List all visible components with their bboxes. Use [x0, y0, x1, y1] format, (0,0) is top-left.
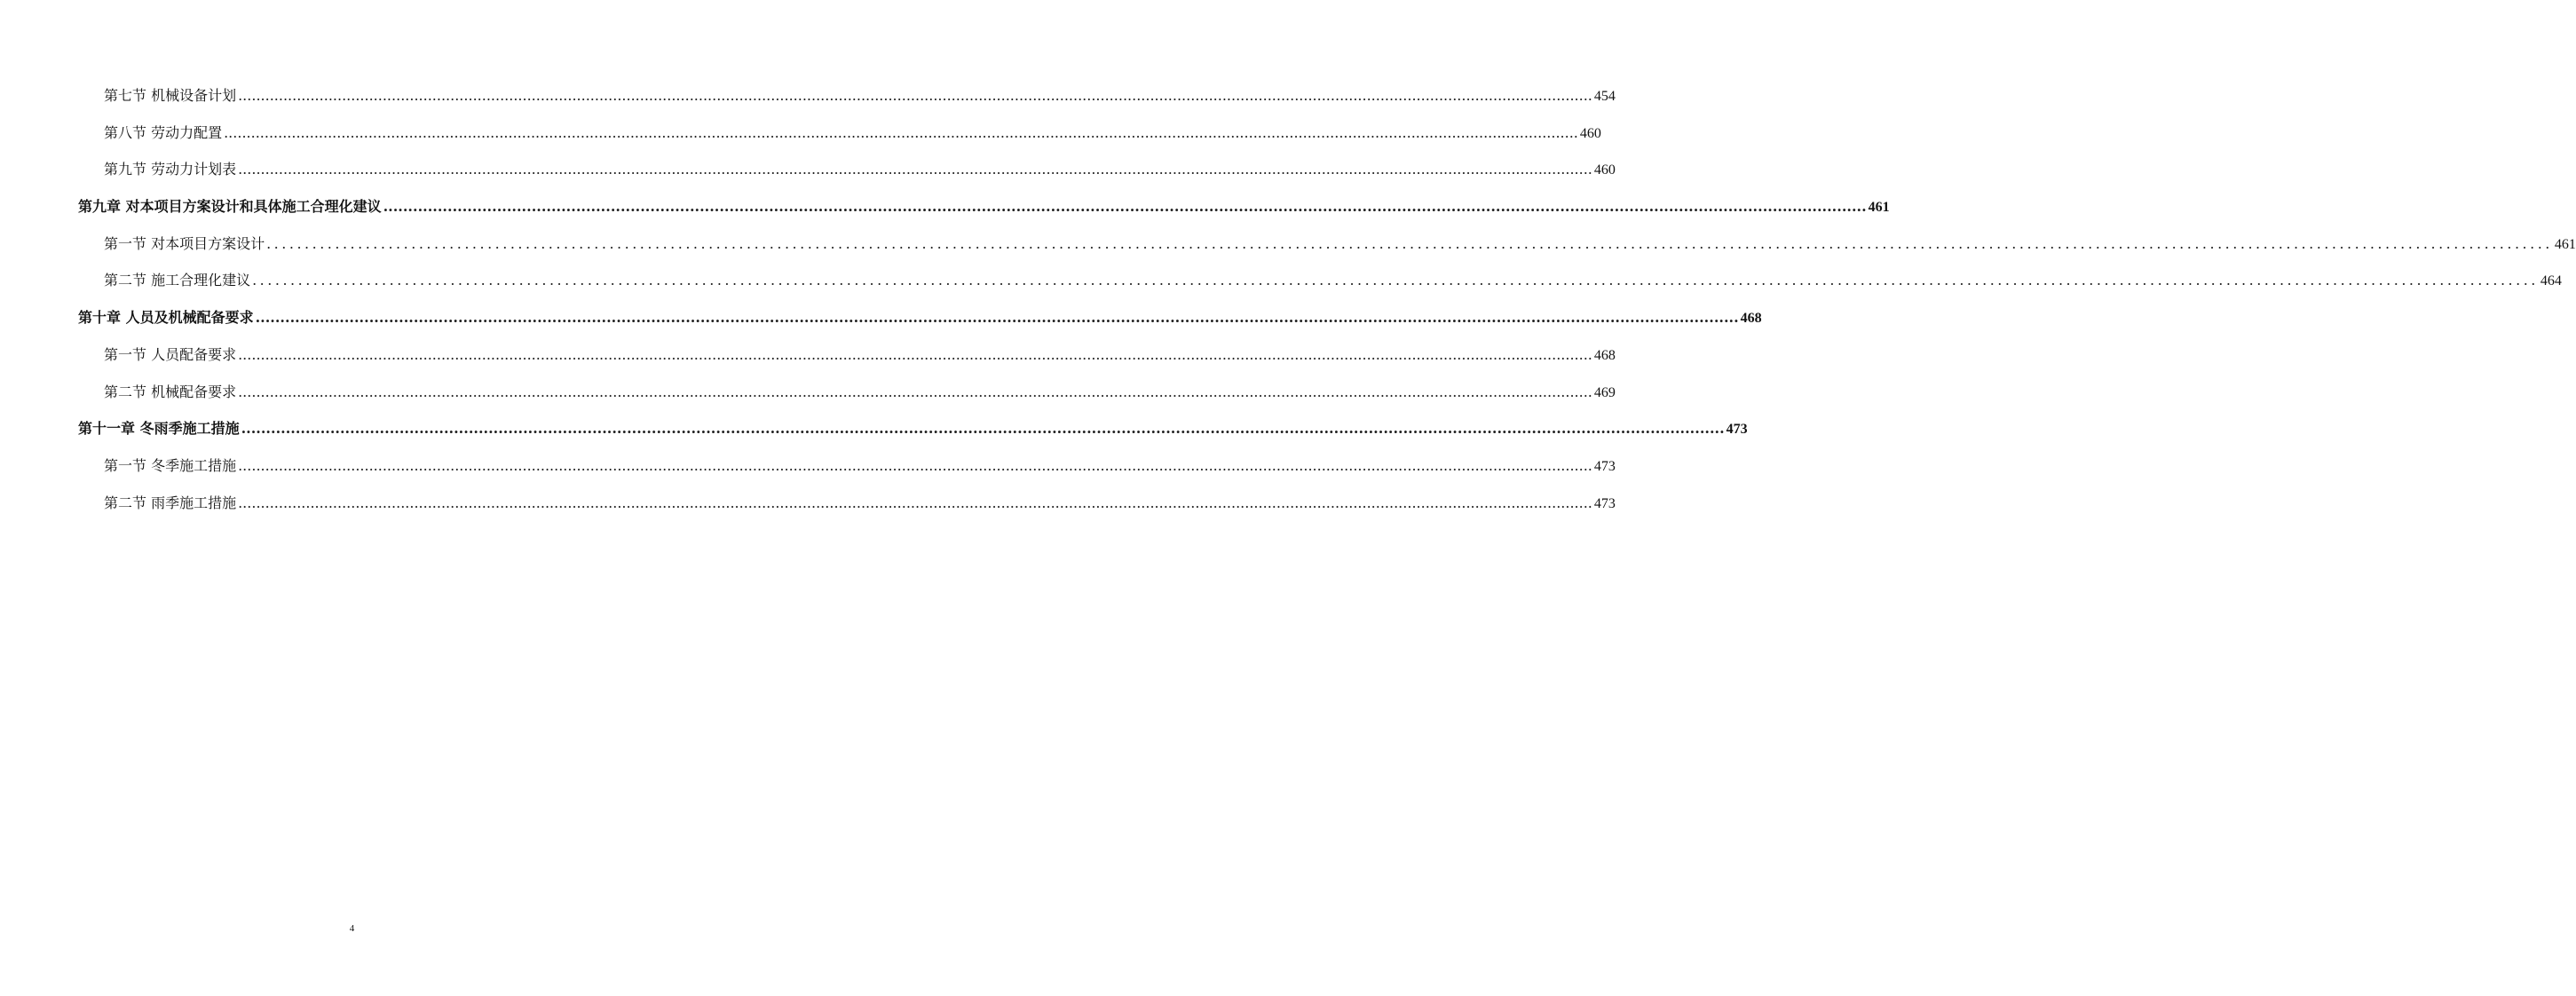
- toc-entry-section-1[interactable]: [78, 336, 1616, 374]
- toc-dot-leader: ............................................................................................................................................................................................................................................................................................................: [383, 198, 1867, 216]
- toc-entry-page: 473: [1726, 422, 1748, 438]
- toc-dot-leader: ............................................................................................................................................................................................................................................................................................................: [238, 87, 1592, 104]
- toc-dot-leader: ............................................................................................................................................................................................................................................................................................................: [266, 234, 2553, 252]
- page-number: 4: [349, 923, 355, 934]
- toc-entry-page: 473: [1593, 458, 1616, 474]
- toc-entry-page: 473: [1593, 495, 1616, 511]
- toc-entry-section-2[interactable]: [78, 485, 1616, 522]
- toc-entry-page: 460: [1579, 125, 1601, 141]
- toc-entry-section-7[interactable]: [78, 77, 1616, 115]
- toc-dot-leader: ............................................................................................................................................................................................................................................................................................................: [238, 383, 1592, 400]
- toc-entry-title: 第十一章 冬雨季施工措施: [78, 420, 240, 438]
- toc-entry-title: 第九章 对本项目方案设计和具体施工合理化建议: [78, 198, 382, 216]
- toc-entry-title: 第十章 人员及机械配备要求: [78, 309, 254, 327]
- toc-entry-page: 454: [1593, 89, 1616, 104]
- toc-entry-section-2[interactable]: [78, 262, 2562, 299]
- toc-entry-section-1[interactable]: [78, 447, 1616, 485]
- toc-entry-section-1[interactable]: [78, 225, 2576, 263]
- toc-entry-title: 第一节 人员配备要求: [104, 345, 237, 363]
- toc-dot-leader: ............................................................................................................................................................................................................................................................................................................: [238, 345, 1592, 363]
- toc-entry-page: 461: [2554, 236, 2576, 252]
- toc-dot-leader: ............................................................................................................................................................................................................................................................................................................: [224, 123, 1578, 141]
- toc-entry-page: 468: [1740, 311, 1762, 327]
- toc-entry-title: 第二节 机械配备要求: [104, 383, 237, 400]
- toc-dot-leader: ............................................................................................................................................................................................................................................................................................................: [238, 456, 1592, 474]
- table-of-contents: [78, 77, 2576, 521]
- toc-entry-page: 469: [1593, 384, 1616, 400]
- toc-entry-page: 464: [2540, 273, 2562, 289]
- toc-entry-title: 第一节 对本项目方案设计: [104, 234, 265, 252]
- toc-entry-chapter-10[interactable]: [78, 299, 1762, 336]
- toc-entry-section-9[interactable]: [78, 151, 1616, 188]
- toc-dot-leader: ............................................................................................................................................................................................................................................................................................................: [255, 309, 1739, 327]
- toc-dot-leader: ............................................................................................................................................................................................................................................................................................................: [241, 420, 1725, 438]
- toc-entry-chapter-11[interactable]: [78, 410, 1748, 447]
- toc-entry-title: 第七节 机械设备计划: [104, 87, 237, 104]
- toc-entry-page: 468: [1593, 347, 1616, 363]
- toc-dot-leader: ............................................................................................................................................................................................................................................................................................................: [252, 272, 2539, 289]
- toc-entry-page: 460: [1593, 162, 1616, 178]
- toc-dot-leader: ............................................................................................................................................................................................................................................................................................................: [238, 494, 1592, 511]
- toc-entry-section-2[interactable]: [78, 374, 1616, 411]
- toc-entry-title: 第一节 冬季施工措施: [104, 456, 237, 474]
- toc-entry-title: 第九节 劳动力计划表: [104, 161, 237, 178]
- toc-entry-title: 第八节 劳动力配置: [104, 123, 223, 141]
- toc-entry-page: 461: [1868, 200, 1890, 216]
- toc-entry-chapter-9[interactable]: [78, 188, 1890, 225]
- toc-entry-section-8[interactable]: [78, 115, 1601, 152]
- toc-entry-title: 第二节 施工合理化建议: [104, 272, 251, 289]
- toc-entry-title: 第二节 雨季施工措施: [104, 494, 237, 511]
- toc-dot-leader: ............................................................................................................................................................................................................................................................................................................: [238, 161, 1592, 178]
